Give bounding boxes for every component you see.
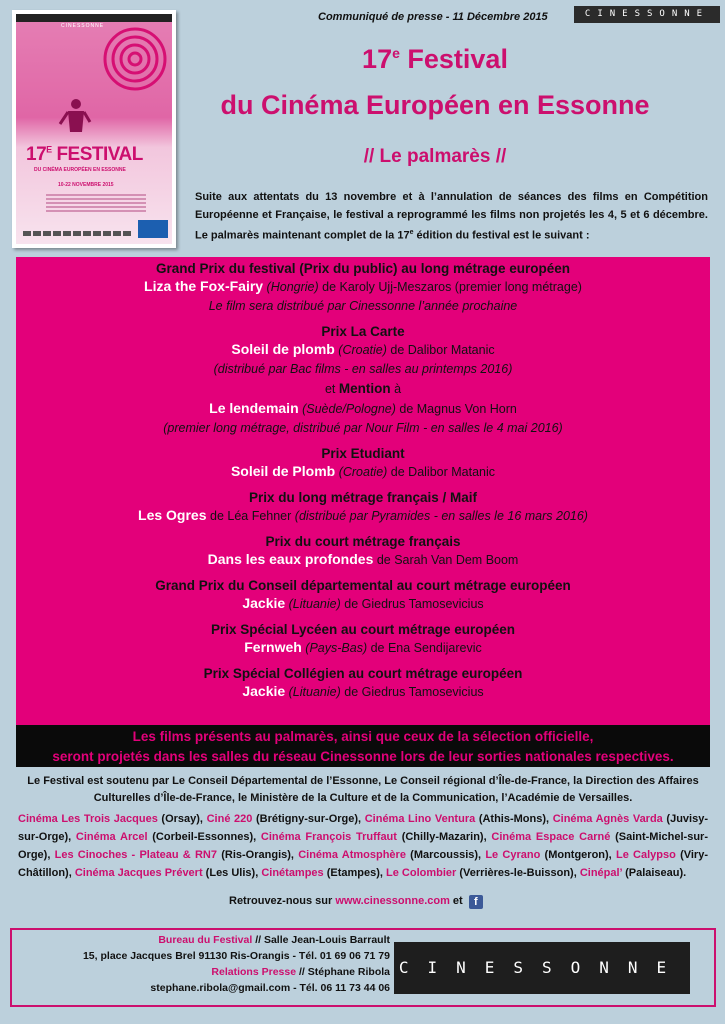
screening-banner [16,725,710,767]
cinema-name: Cinéma Arcel [75,831,148,843]
cinema-name: Le Calypso [615,849,676,861]
intro-paragraph: Suite aux attentats du 13 novembre et à l’annulation de séances des films en Compétition Européenne et Française, le festival a reprogrammé les films non projetés les 4, 5 et 6 décembre. Le palmarès maintenant complet de la 17e édition du festival est le suivant : [195,191,708,242]
award-category: Grand Prix du Conseil départemental au court métrage européen [155,578,571,593]
award-note: Le film sera distribué par Cinessonne l’année prochaine [208,299,518,313]
award-winner: Soleil de plomb (Croatie) de Dalibor Matanic [231,341,495,357]
award-winner: Fernweh (Pays-Bas) de Ena Sendijarevic [244,639,482,655]
award-note: (distribué par Bac films - en salles au printemps 2016) [213,362,513,376]
palmares-heading: // Le palmarès // [363,146,507,167]
cinema-name: Les Cinoches - Plateau & RN7 [54,849,217,861]
award-winner: Les Ogres de Léa Fehner (distribué par Pyramides - en salles le 16 mars 2016) [138,507,588,523]
award-mention: et Mention à [324,381,402,396]
poster-artwork [16,14,172,244]
cinema-name: Cinéma Lino Ventura [364,813,476,825]
cinema-name: Ciné 220 [206,813,253,825]
poster-text-lines [46,194,146,214]
cinema-name: Cinéma Espace Carné [491,831,611,843]
cinema-name: Cinéma Atmosphère [298,849,406,861]
award-category: Prix La Carte [321,324,405,339]
award-note: (premier long métrage, distribué par Nour Film - en salles le 4 mai 2016) [163,421,563,435]
press-release-date: Communiqué de presse - 11 Décembre 2015 [318,11,548,23]
brand-logo-top: CINESSONNE [574,6,720,23]
relations-line: Relations Presse // Stéphane Ribola [211,966,390,978]
award-category: Prix du long métrage français / Maif [248,490,478,505]
swimmer-figure [56,96,96,136]
facebook-icon[interactable]: f [469,895,483,909]
email-line: stephane.ribola@gmail.com - Tél. 06 11 73 44 06 [150,982,390,994]
awards-list [16,257,710,728]
award-category: Prix Spécial Lycéen au court métrage européen [210,622,516,637]
award-winner: Le lendemain (Suède/Pologne) de Magnus Von Horn [209,400,517,416]
award-category: Prix Etudiant [321,446,405,461]
cinema-name: Cinéma François Truffaut [260,831,397,843]
award-winner: Jackie (Lituanie) de Giedrus Tamosevicius [242,595,484,611]
cinema-name: Cinéma Les Trois Jacques [18,813,158,825]
bureau-line: Bureau du Festival // Salle Jean-Louis Barrault [158,934,390,946]
poster-dates: 10-22 NOVEMBRE 2015 [58,182,114,188]
award-category: Prix Spécial Collégien au court métrage européen [203,666,523,681]
award-winner: Dans les eaux profondes de Sarah Van Dem Boom [207,551,519,567]
poster-brand: CINESSONNE [61,23,105,29]
poster-title: $17^E$ FESTIVAL [26,144,143,165]
cinema-name: Cinéma Jacques Prévert [74,867,203,879]
website-line: Retrouvez-nous sur www.cinessonne.com et f [229,895,483,909]
award-winner: Liza the Fox-Fairy (Hongrie) de Karoly Ujj-Meszaros (premier long métrage) [144,278,582,294]
page-title-line1: 17e Festival [362,44,508,74]
banner-line1: Les films présents au palmarès, ainsi que ceux de la sélection officielle, [132,729,594,744]
award-winner: Soleil de Plomb (Croatie) de Dalibor Matanic [230,463,496,479]
cinema-name: Le Colombier [386,867,457,879]
contact-block [30,932,390,996]
banner-line2: seront projetés dans les salles du réseau Cinessonne lors de leur sorties nationales respectives. [52,749,674,764]
award-category: Prix du court métrage français [265,534,461,549]
contact-footer [10,928,716,1007]
essonne-logo [138,220,168,238]
award-winner: Jackie (Lituanie) de Giedrus Tamosevicius [242,683,484,699]
poster-subtitle: DU CINÉMA EUROPÉEN EN ESSONNE [34,167,126,173]
address-line: 15, place Jacques Brel 91130 Ris-Orangis - Tél. 01 69 06 71 79 [82,950,390,962]
support-text: Le Festival est soutenu par Le Conseil Départemental de l’Essonne, Le Conseil régional d’Île-de-France, la Direction des Affaires Culturelles d’Île-de-France, le Ministère de la Culture et de la Communication, l’Académie de Versailles. [27,775,699,804]
cinema-name: Cinétampes [261,867,324,879]
cinema-name: Cinépal’ [579,867,623,879]
page-title-line2: du Cinéma Européen en Essonne [220,90,650,120]
brand-logo-bottom: CINESSONNE [394,942,690,994]
poster-brand-strip [16,14,172,29]
cinema-name: Le Cyrano [485,849,541,861]
cinema-name: Cinéma Agnès Varda [552,813,663,825]
spiral-graphic [100,24,170,94]
poster-sponsor-logos [22,224,132,238]
cinema-list: Cinéma Les Trois Jacques (Orsay), Ciné 220 (Brétigny-sur-Orge), Cinéma Lino Ventura (Athis-Mons), Cinéma Agnès Varda (Juvisy-sur-Orge), Cinéma Arcel (Corbeil-Essonnes), Cinéma François Truffaut (Chilly-Mazarin), Cinéma Espace Carné (Saint-Michel-sur-Orge), Les Cinoches - Plateau & RN7 (Ris-Orangis), Cinéma Atmosphère (Marcoussis), Le Cyrano (Montgeron), Le Calypso (Viry-Châtillon), Cinéma Jacques Prévert (Les Ulis), Cinétampes (Etampes), Le Colombier (Verrières-le-Buisson), Cinépal’ (Palaiseau). [18,813,708,879]
website-link[interactable]: www.cinessonne.com [335,895,450,907]
award-category: Grand Prix du festival (Prix du public) au long métrage européen [155,261,571,276]
festival-poster [12,10,176,248]
